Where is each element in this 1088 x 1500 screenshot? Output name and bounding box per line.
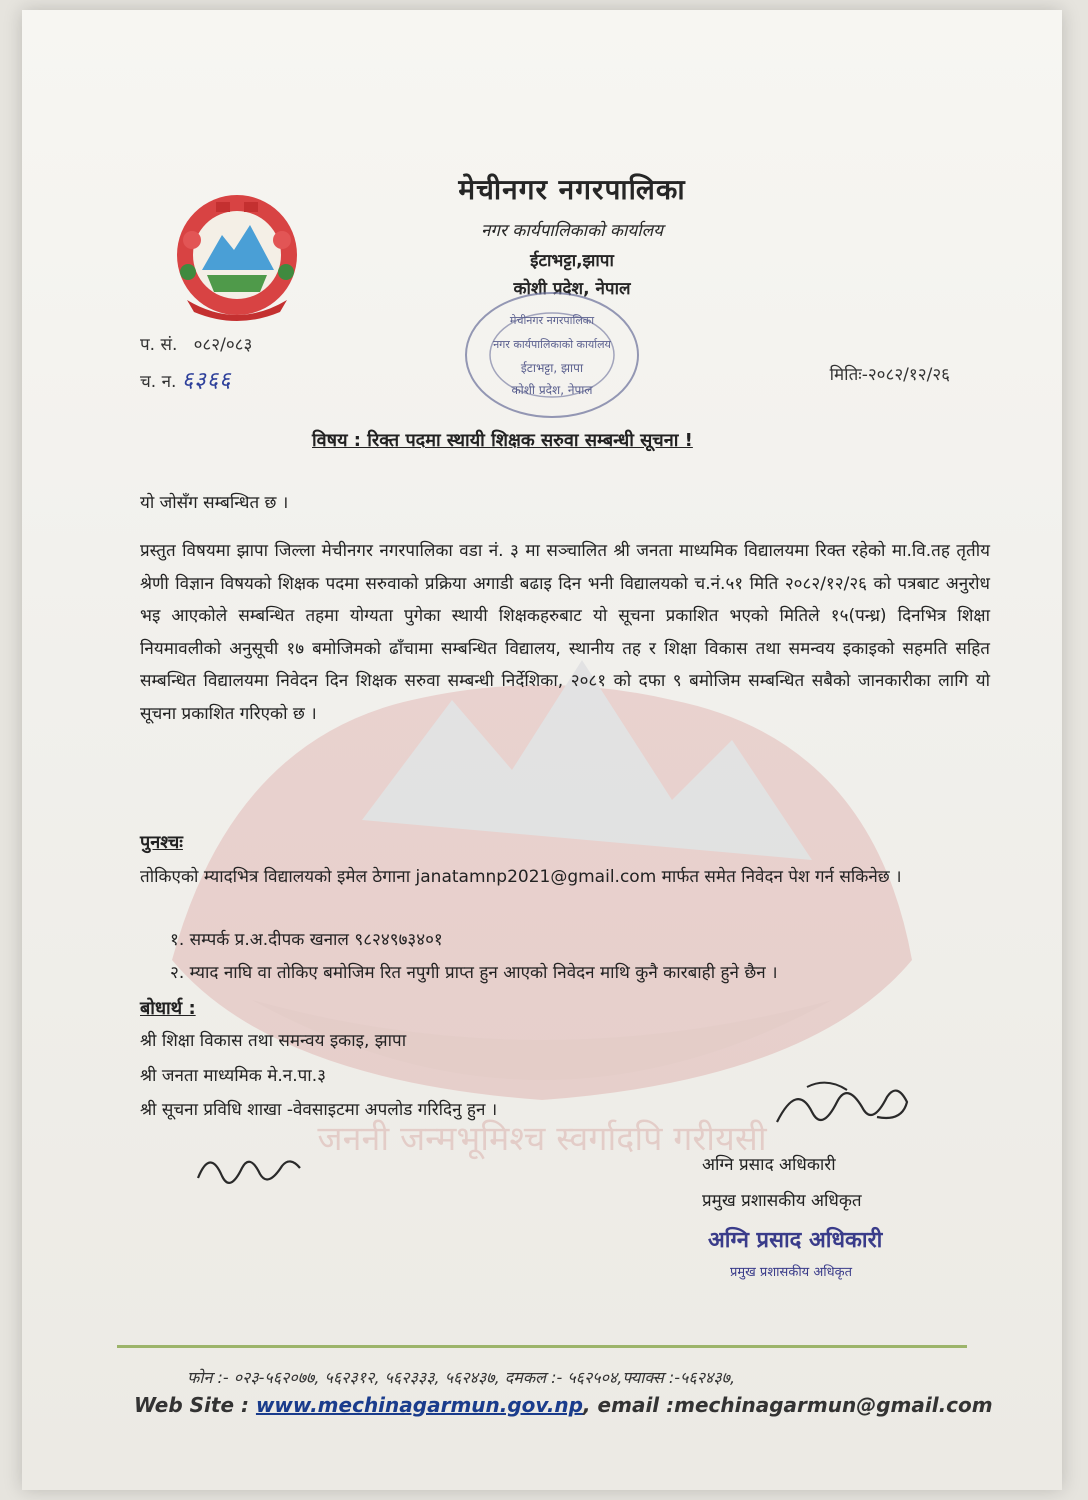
name-stamp: अग्नि प्रसाद अधिकारी	[708, 1227, 883, 1253]
cn-label: च. न.	[140, 372, 177, 392]
footer-contact	[134, 1393, 993, 1417]
watermark-text: जननी जन्मभूमिश्च स्वर्गादपि गरीयसी	[317, 1119, 767, 1159]
website-link[interactable]: www.mechinagarmun.gov.np	[255, 1393, 583, 1417]
office-address: ईटाभट्टा,झापा	[530, 251, 614, 271]
letter-subject: विषय : रिक्त पदमा स्थायी शिक्षक सरुवा सम्बन्धी सूचना !	[312, 430, 693, 451]
footer-phone: फोन :- ०२३-५६२०७७, ५६२३१२, ५६२३३३, ५६२४३७, दमकल :- ५६२५०४,फ्याक्स :-५६२४३७,	[187, 1368, 736, 1387]
office-province: कोशी प्रदेश, नेपाल	[513, 279, 631, 299]
footer-divider	[117, 1345, 967, 1348]
cc-item: श्री जनता माध्यमिक मे.न.पा.३	[140, 1066, 326, 1086]
seal-line2: नगर कार्यपालिकाको कार्यालय	[493, 338, 611, 351]
dispatch-number-ref	[140, 364, 232, 394]
letter-body: प्रस्तुत विषयमा झापा जिल्ला मेचीनगर नगरपालिका वडा नं. ३ मा सञ्चालित श्री जनता माध्यमिक विद्यालयमा रिक्त रहेको मा.वि.तह तृतीय श्रेणी विज्ञान विषयको शिक्षक पदमा सरुवाको प्रक्रिया अगाडी बढाइ दिन भनी विद्यालयको च.नं.५१ मिति २०८२/१२/२६ को पत्रबाट अनुरोध भइ आएकोले सम्बन्धित तहमा योग्यता पुगेका स्थायी शिक्षकहरुबाट यो सूचना प्रकाशित भएको मितिले १५(पन्ध्र) दिनभित्र शिक्षा नियमावलीको अनुसूची १७ बमोजिमको ढाँचामा सम्बन्धित विद्यालय, स्थानीय तह र शिक्षा विकास तथा समन्वय इकाइको सहमति सहित सम्बन्धित विद्यालयमा निवेदन दिन शिक्षक सरुवा सम्बन्धी निर्देशिका, २०८१ को दफा ९ बमोजिम सम्बन्धित सबैको जानकारीका लागि यो सूचना प्रकाशित गरिएको छ ।	[140, 541, 990, 724]
web-label: Web Site :	[134, 1393, 256, 1417]
office-seal-icon	[462, 290, 642, 420]
municipality-title: मेचीनगर नगरपालिका	[458, 173, 686, 206]
postscript-item-contact: १. सम्पर्क प्र.अ.दीपक खनाल ९८२४९७३४०१	[170, 930, 443, 950]
postscript-text: तोकिएको म्यादभित्र विद्यालयको इमेल ठेगाना janatamnp2021@gmail.com मार्फत समेत निवेदन पेश गर्न सकिनेछ ।	[140, 867, 902, 887]
cn-value-handwritten: ६३६६	[181, 368, 232, 393]
cc-item: श्री शिक्षा विकास तथा समन्वय इकाइ, झापा	[140, 1031, 407, 1051]
initials-signature-icon	[190, 1138, 310, 1198]
seal-line3: ईटाभट्टा, झापा	[520, 361, 584, 375]
fiscal-year-ref	[140, 332, 252, 355]
ps-value: ०८२/०८३	[193, 335, 253, 355]
ps-label: प. सं.	[140, 335, 178, 355]
letter-greeting: यो जोसँग सम्बन्धित छ ।	[140, 493, 289, 513]
letter-date: मितिः-२०८२/१२/२६	[829, 365, 950, 385]
signatory-name: अग्नि प्रसाद अधिकारी	[702, 1155, 836, 1175]
email-label: , email :	[582, 1393, 675, 1417]
signatory-title: प्रमुख प्रशासकीय अधिकृत	[702, 1191, 862, 1211]
postscript-title: पुनश्चः	[140, 832, 183, 853]
letter-page	[22, 10, 1062, 1490]
email-address[interactable]: mechinagarmun@gmail.com	[674, 1393, 993, 1417]
postscript-item-deadline: २. म्याद नाघि वा तोकिए बमोजिम रित नपुगी प्राप्त हुन आएको निवेदन माथि कुनै कारबाही हुने छैन ।	[170, 963, 778, 983]
nepal-emblem-icon	[152, 180, 322, 330]
title-stamp: प्रमुख प्रशासकीय अधिकृत	[730, 1265, 853, 1280]
cc-title: बोधार्थ :	[140, 998, 196, 1019]
office-subtitle: नगर कार्यपालिकाको कार्यालय	[480, 221, 664, 241]
cc-item: श्री सूचना प्रविधि शाखा -वेवसाइटमा अपलोड गरिदिनु हुन ।	[140, 1100, 498, 1120]
seal-line1: मेचीनगर नगरपालिका	[509, 314, 595, 327]
officer-signature-icon	[767, 1072, 917, 1142]
seal-line4: कोशी प्रदेश, नेपाल	[511, 383, 593, 397]
